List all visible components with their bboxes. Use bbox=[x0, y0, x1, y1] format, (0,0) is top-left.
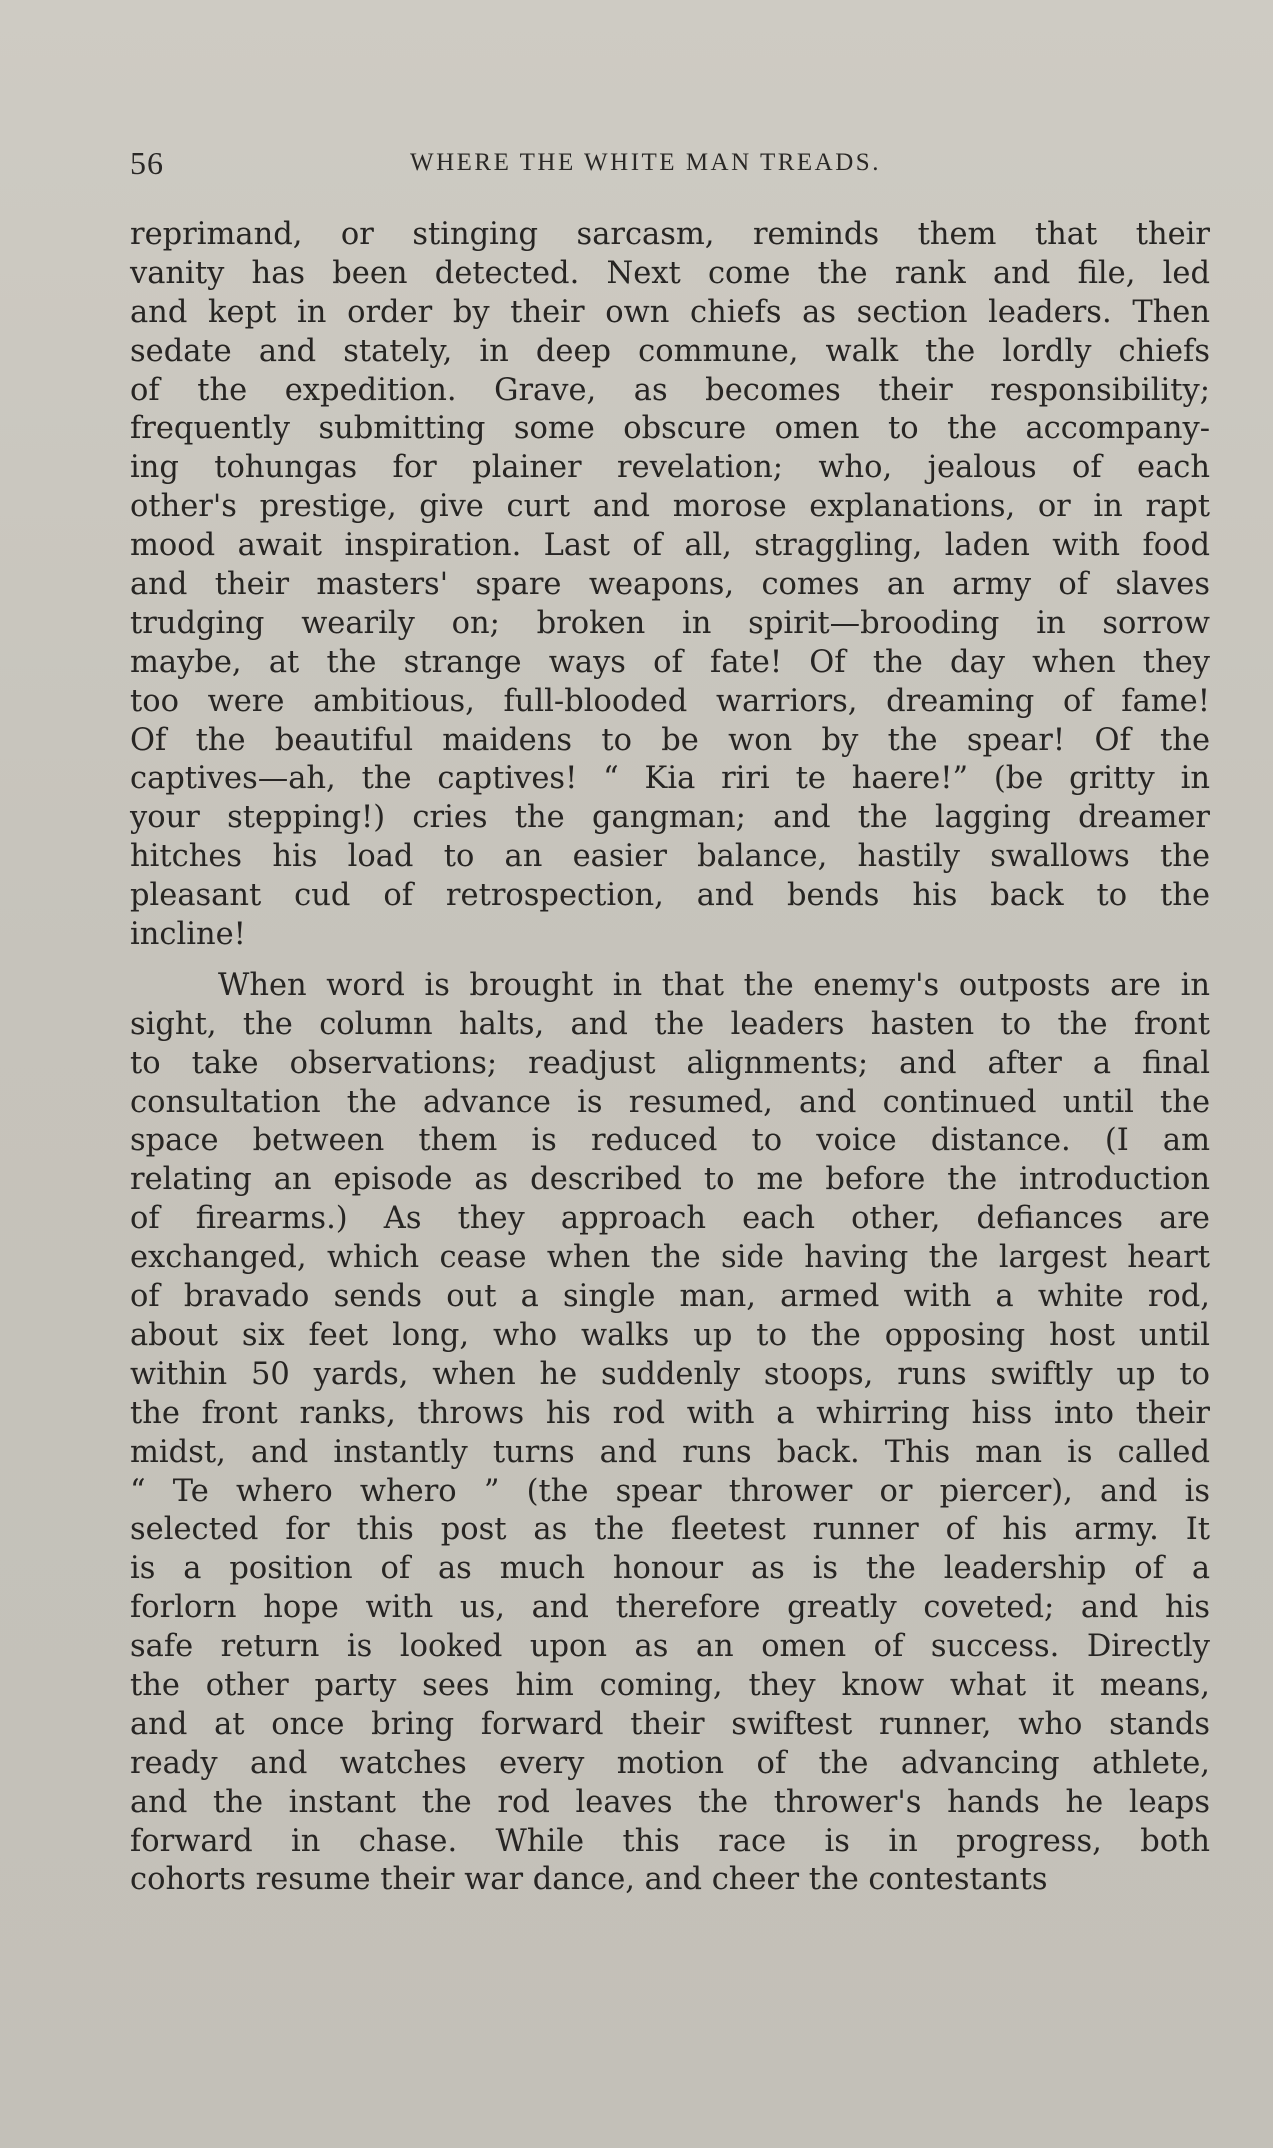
body-text bbox=[130, 216, 1210, 1900]
text-line: maybe, at the strange ways of fate! Of the day when they bbox=[130, 644, 1210, 680]
text-line: frequently submitting some obscure omen to the accompany- bbox=[130, 411, 1210, 447]
text-line: your stepping!) cries the gangman; and the lagging dreamer bbox=[130, 800, 1210, 836]
text-line: sight, the column halts, and the leaders hasten to the front bbox=[130, 1006, 1210, 1042]
text-line: ing tohungas for plainer revelation; who, jealous of each bbox=[130, 450, 1210, 486]
paragraph bbox=[130, 967, 1210, 1900]
text-line: midst, and instantly turns and runs back. This man is called bbox=[130, 1434, 1210, 1470]
text-line: of firearms.) As they approach each other, defiances are bbox=[130, 1201, 1210, 1237]
text-line: of bravado sends out a single man, armed with a white rod, bbox=[130, 1279, 1210, 1315]
text-line: relating an episode as described to me before the introduction bbox=[130, 1162, 1210, 1198]
text-line: captives—ah, the captives! “ Kia riri te haere!” (be gritty in bbox=[130, 761, 1210, 797]
text-line: about six feet long, who walks up to the opposing host until bbox=[130, 1317, 1210, 1353]
text-line: ready and watches every motion of the advancing athlete, bbox=[130, 1745, 1210, 1781]
text-line: forward in chase. While this race is in progress, both bbox=[130, 1823, 1210, 1859]
page-number: 56 bbox=[130, 145, 164, 181]
page-header bbox=[130, 145, 1210, 185]
text-line: within 50 yards, when he suddenly stoops, runs swiftly up to bbox=[130, 1356, 1210, 1392]
text-line: other's prestige, give curt and morose explanations, or in rapt bbox=[130, 489, 1210, 525]
text-line: consultation the advance is resumed, and continued until the bbox=[130, 1084, 1210, 1120]
text-line: When word is brought in that the enemy's outposts are in bbox=[218, 967, 1210, 1003]
text-line: selected for this post as the fleetest runner of his army. It bbox=[130, 1512, 1210, 1548]
text-line: trudging wearily on; broken in spirit—brooding in sorrow bbox=[130, 605, 1210, 641]
running-title: WHERE THE WHITE MAN TREADS. bbox=[410, 149, 881, 176]
paragraph bbox=[130, 216, 1210, 955]
text-line: too were ambitious, full-blooded warriors, dreaming of fame! bbox=[130, 683, 1210, 719]
text-line: cohorts resume their war dance, and cheer the contestants bbox=[130, 1862, 1048, 1898]
text-line: reprimand, or stinging sarcasm, reminds them that their bbox=[130, 217, 1210, 252]
text-line: forlorn hope with us, and therefore greatly coveted; and his bbox=[130, 1590, 1210, 1626]
text-line: and kept in order by their own chiefs as section leaders. Then bbox=[130, 294, 1210, 330]
text-line: to take observations; readjust alignments; and after a final bbox=[130, 1045, 1210, 1081]
text-line: vanity has been detected. Next come the rank and file, led bbox=[130, 255, 1210, 291]
text-line: and at once bring forward their swiftest runner, who stands bbox=[130, 1706, 1210, 1742]
text-line: the other party sees him coming, they know what it means, bbox=[130, 1667, 1210, 1703]
text-line: safe return is looked upon as an omen of success. Directly bbox=[130, 1629, 1210, 1665]
paragraph-gap bbox=[130, 955, 1210, 967]
text-line: mood await inspiration. Last of all, straggling, laden with food bbox=[130, 528, 1210, 564]
text-line: the front ranks, throws his rod with a whirring hiss into their bbox=[130, 1395, 1210, 1431]
text-line: hitches his load to an easier balance, hastily swallows the bbox=[130, 839, 1210, 875]
text-line: space between them is reduced to voice distance. (I am bbox=[130, 1123, 1210, 1159]
text-line: of the expedition. Grave, as becomes their responsibility; bbox=[130, 372, 1210, 408]
text-line: Of the beautiful maidens to be won by the spear! Of the bbox=[130, 722, 1210, 758]
text-line: sedate and stately, in deep commune, walk the lordly chiefs bbox=[130, 333, 1210, 369]
text-line: and their masters' spare weapons, comes an army of slaves bbox=[130, 567, 1210, 603]
text-line: is a position of as much honour as is the leadership of a bbox=[130, 1551, 1210, 1587]
text-line: “ Te whero whero ” (the spear thrower or piercer), and is bbox=[130, 1473, 1210, 1509]
text-line: pleasant cud of retrospection, and bends his back to the bbox=[130, 878, 1210, 914]
text-line: exchanged, which cease when the side having the largest heart bbox=[130, 1240, 1210, 1276]
text-line: incline! bbox=[130, 917, 246, 953]
text-line: and the instant the rod leaves the thrower's hands he leaps bbox=[130, 1784, 1210, 1820]
